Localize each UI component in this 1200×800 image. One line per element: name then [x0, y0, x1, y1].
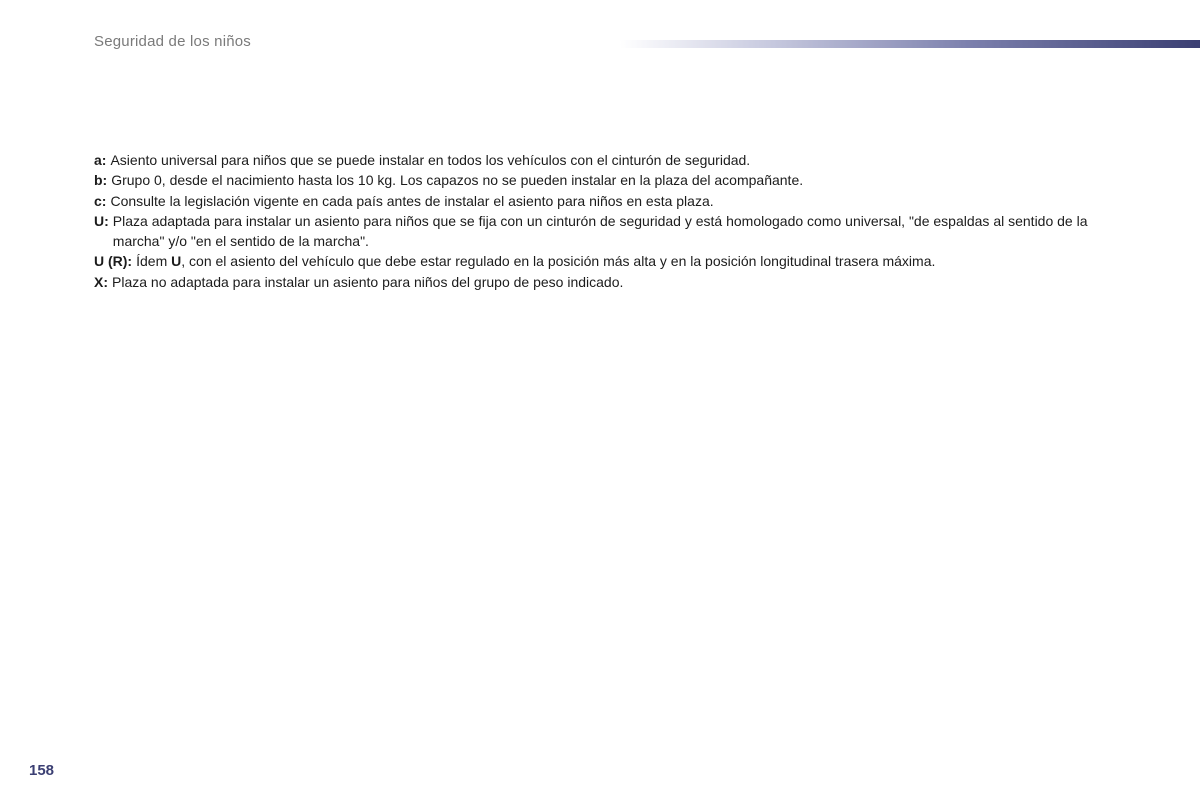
note-text-before: Ídem — [136, 253, 172, 270]
note-key: c: — [94, 192, 107, 209]
note-b — [94, 170, 1124, 190]
note-key: b: — [94, 172, 108, 189]
page-number: 158 — [29, 762, 55, 779]
note-key: U: — [94, 212, 109, 229]
note-a — [94, 150, 1124, 170]
section-title: Seguridad de los niños — [94, 33, 252, 50]
note-key: a: — [94, 152, 107, 168]
header-gradient-bar — [620, 40, 1200, 48]
note-text: Grupo 0, desde el nacimiento hasta los 10 kg. Los capazos no se pueden instalar en la plaza del acompañante. — [111, 172, 804, 189]
note-text-bold: U — [171, 253, 182, 270]
note-text — [136, 251, 1124, 271]
note-text: Plaza adaptada para instalar un asiento para niños que se fija con un cinturón de seguridad y está homologado como universal, "de espaldas al sentido de la marcha" y/o "en el sentido de la marcha". — [112, 212, 1088, 250]
note-key: U (R): — [94, 253, 133, 270]
note-text: Consulte la legislación vigente en cada país antes de instalar el asiento para niños en esta plaza. — [110, 192, 714, 209]
note-c — [94, 191, 1124, 211]
note-text-after: , con el asiento del vehículo que debe estar regulado en la posición más alta y en la posición longitudinal trasera máxima. — [181, 253, 936, 270]
note-u-r — [94, 251, 1124, 271]
note-x — [94, 272, 1124, 292]
note-text: Asiento universal para niños que se puede instalar en todos los vehículos con el cinturón de seguridad. — [110, 152, 751, 168]
note-text: Plaza no adaptada para instalar un asiento para niños del grupo de peso indicado. — [112, 273, 624, 290]
legend-notes — [94, 150, 1124, 292]
note-key: X: — [94, 273, 108, 290]
note-u — [94, 211, 1124, 252]
